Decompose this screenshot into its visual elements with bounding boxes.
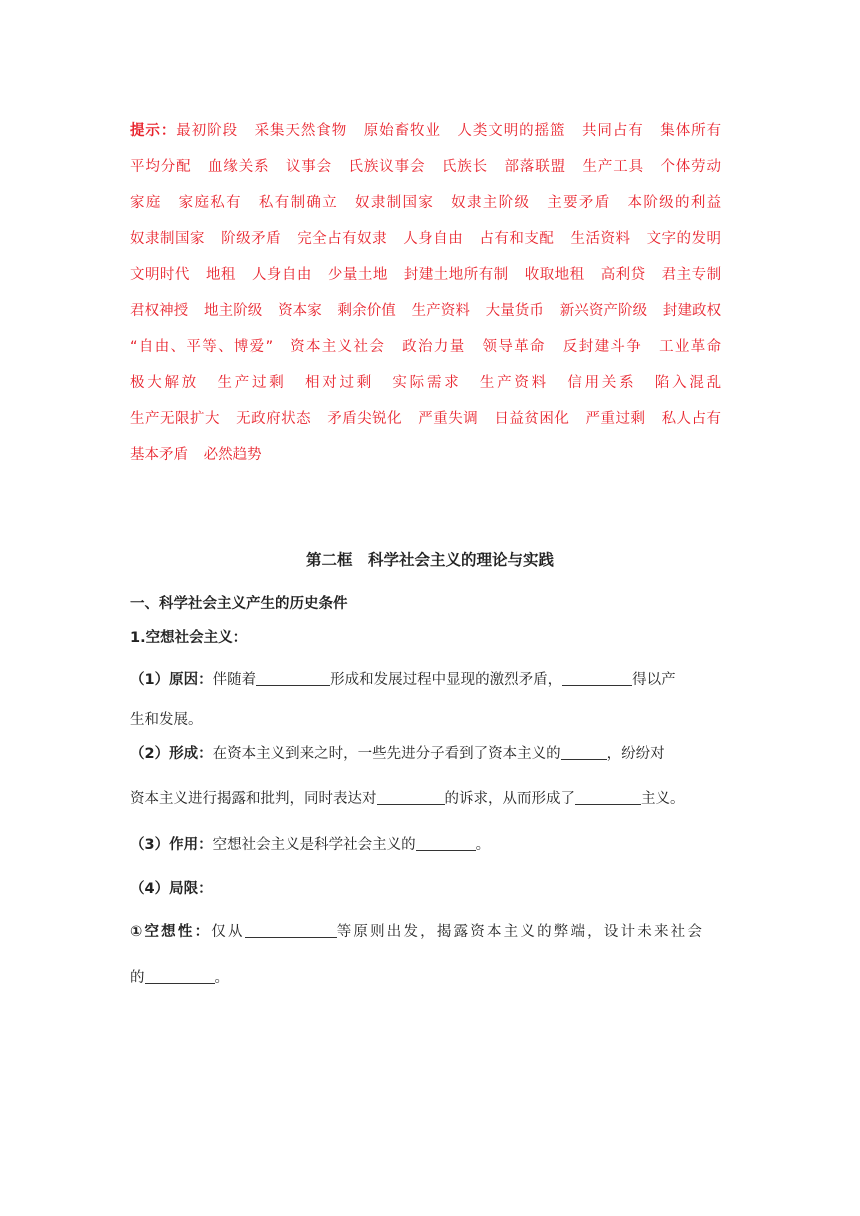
q1-blank-2[interactable] bbox=[562, 670, 632, 686]
q3-blank[interactable] bbox=[416, 835, 476, 851]
q2-text-4: 的诉求，从而形成了 bbox=[444, 791, 575, 807]
hint-term: 文字的发明 bbox=[646, 231, 722, 247]
hint-term: 君权神授 bbox=[130, 303, 189, 319]
hint-term: 生产资料 bbox=[479, 375, 549, 391]
hint-term: 无政府状态 bbox=[236, 411, 312, 427]
hint-term: 剩余价值 bbox=[337, 303, 396, 319]
heading-1: 一、科学社会主义产生的历史条件 bbox=[130, 596, 348, 612]
hint-term: 私人占有 bbox=[661, 411, 722, 427]
hint-term: 反封建斗争 bbox=[562, 339, 643, 355]
hint-term: 新兴资产阶级 bbox=[559, 303, 648, 319]
hint-term: 封建政权 bbox=[662, 303, 722, 319]
hint-term: 氏族长 bbox=[441, 159, 489, 175]
hint-term: 收取地租 bbox=[524, 267, 585, 283]
hint-term: 家庭私有 bbox=[178, 195, 242, 211]
heading-2: 1.空想社会主义： bbox=[130, 630, 248, 646]
q2-text-2: ，纷纷对 bbox=[606, 746, 665, 762]
q2-text-5: 主义。 bbox=[641, 791, 685, 807]
hint-term: 必然趋势 bbox=[203, 447, 262, 463]
hint-term: 陷入混乱 bbox=[654, 375, 722, 391]
hint-term: 极大解放 bbox=[130, 375, 200, 391]
q5-text-1: 仅从 bbox=[211, 924, 245, 940]
q4-line: （4）局限： bbox=[130, 881, 213, 897]
hint-term: 部落联盟 bbox=[504, 159, 566, 175]
hint-term: 主要矛盾 bbox=[547, 195, 611, 211]
hint-term: 生产无限扩大 bbox=[130, 411, 220, 427]
hint-term: 高利贷 bbox=[600, 267, 646, 283]
hint-term: 阶级矛盾 bbox=[221, 231, 282, 247]
hint-term: 人身自由 bbox=[251, 267, 312, 283]
q2-blank-3[interactable] bbox=[575, 789, 641, 805]
hint-term: 家庭 bbox=[130, 195, 162, 211]
hint-term: 最初阶段 bbox=[176, 123, 239, 139]
section-title: 第二框 科学社会主义的理论与实践 bbox=[305, 551, 554, 569]
hint-term: 生产资料 bbox=[411, 303, 470, 319]
q2-blank-1[interactable] bbox=[561, 744, 607, 760]
q5-blank-2[interactable] bbox=[145, 968, 215, 984]
hint-term: 地租 bbox=[205, 267, 236, 283]
hint-term: 相对过剩 bbox=[304, 375, 375, 391]
hint-label: 提示： bbox=[130, 123, 177, 139]
q1-text-1: 伴随着 bbox=[212, 672, 257, 688]
q1-blank-1[interactable] bbox=[256, 670, 330, 686]
q5-text-2: 等原则出发，揭露资本主义的弊端，设计未来社会 bbox=[336, 924, 705, 940]
hint-term: 君主专制 bbox=[661, 267, 722, 283]
q5-line-2 bbox=[130, 966, 730, 987]
q1-label: （1）原因： bbox=[130, 672, 213, 688]
hint-term: 严重失调 bbox=[418, 411, 479, 427]
q2-label: （2）形成： bbox=[130, 746, 213, 762]
hint-term: 少量土地 bbox=[327, 267, 388, 283]
hint-term: 生产过剩 bbox=[217, 375, 287, 391]
hint-term: 奴隶主阶级 bbox=[451, 195, 531, 211]
hint-term: 文明时代 bbox=[130, 267, 190, 283]
hint-term: 奴隶制国家 bbox=[355, 195, 435, 211]
hint-term: 生活资料 bbox=[570, 231, 631, 247]
hint-term: 工业革命 bbox=[659, 339, 722, 355]
hint-term: 政治力量 bbox=[402, 339, 466, 355]
q1-text-3: 得以产 bbox=[632, 672, 676, 688]
hint-term: 地主阶级 bbox=[204, 303, 263, 319]
hint-term: 资本家 bbox=[278, 303, 322, 319]
hint-term: 生产工具 bbox=[582, 159, 644, 175]
hint-term: 原始畜牧业 bbox=[363, 123, 441, 139]
q3-line bbox=[130, 833, 730, 854]
hint-term: 矛盾尖锐化 bbox=[327, 411, 403, 427]
q2-line-1 bbox=[130, 742, 730, 763]
hint-term: 平均分配 bbox=[130, 159, 192, 175]
hint-term: 共同占有 bbox=[582, 123, 644, 139]
q5-blank-1[interactable] bbox=[245, 922, 337, 938]
hint-term: 资本主义社会 bbox=[290, 339, 386, 355]
hint-term: 血缘关系 bbox=[207, 159, 270, 175]
q2-text-1: 在资本主义到来之时，一些先进分子看到了资本主义的 bbox=[212, 746, 561, 762]
q1-line-2: 生和发展。 bbox=[130, 712, 203, 728]
hint-term: 实际需求 bbox=[392, 375, 462, 391]
hint-term: 严重过剩 bbox=[585, 411, 646, 427]
q3-text-2: 。 bbox=[475, 837, 491, 853]
q1-text-2: 形成和发展过程中显现的激烈矛盾， bbox=[330, 672, 563, 688]
hint-term: 日益贫困化 bbox=[494, 411, 570, 427]
hint-term: “自由、平等、博爱” bbox=[130, 339, 274, 355]
hint-term: 人身自由 bbox=[403, 231, 464, 247]
q3-text-1: 空想社会主义是科学社会主义的 bbox=[212, 837, 416, 853]
hint-term: 大量货币 bbox=[485, 303, 544, 319]
hint-term: 氏族议事会 bbox=[348, 159, 426, 175]
hint-term: 完全占有奴隶 bbox=[297, 231, 388, 247]
hint-term: 占有和支配 bbox=[479, 231, 555, 247]
q2-text-3: 资本主义进行揭露和批判，同时表达对 bbox=[130, 791, 377, 807]
hint-term: 领导革命 bbox=[482, 339, 546, 355]
hint-term: 个体劳动 bbox=[660, 159, 722, 175]
q1-line-1 bbox=[130, 668, 730, 689]
hint-term: 私有制确立 bbox=[258, 195, 339, 211]
hint-term: 本阶级的利益 bbox=[627, 195, 722, 211]
hint-term: 集体所有 bbox=[660, 123, 722, 139]
hint-term: 采集天然食物 bbox=[254, 123, 348, 139]
q2-line-2 bbox=[130, 787, 730, 808]
q5-label: ①空想性： bbox=[130, 924, 212, 940]
q2-blank-2[interactable] bbox=[377, 789, 445, 805]
q5-text-4: 。 bbox=[214, 970, 229, 986]
hint-term: 人类文明的摇篮 bbox=[457, 123, 566, 139]
hint-term: 封建土地所有制 bbox=[403, 267, 509, 283]
q5-line-1 bbox=[130, 920, 730, 941]
hint-term: 议事会 bbox=[285, 159, 333, 175]
hint-terms bbox=[130, 123, 730, 463]
hint-paragraph bbox=[130, 113, 730, 473]
q3-label: （3）作用： bbox=[130, 837, 213, 853]
q5-text-3: 的 bbox=[130, 970, 145, 986]
hint-term: 信用关系 bbox=[567, 375, 637, 391]
hint-term: 基本矛盾 bbox=[130, 447, 188, 463]
hint-term: 奴隶制国家 bbox=[130, 231, 205, 247]
